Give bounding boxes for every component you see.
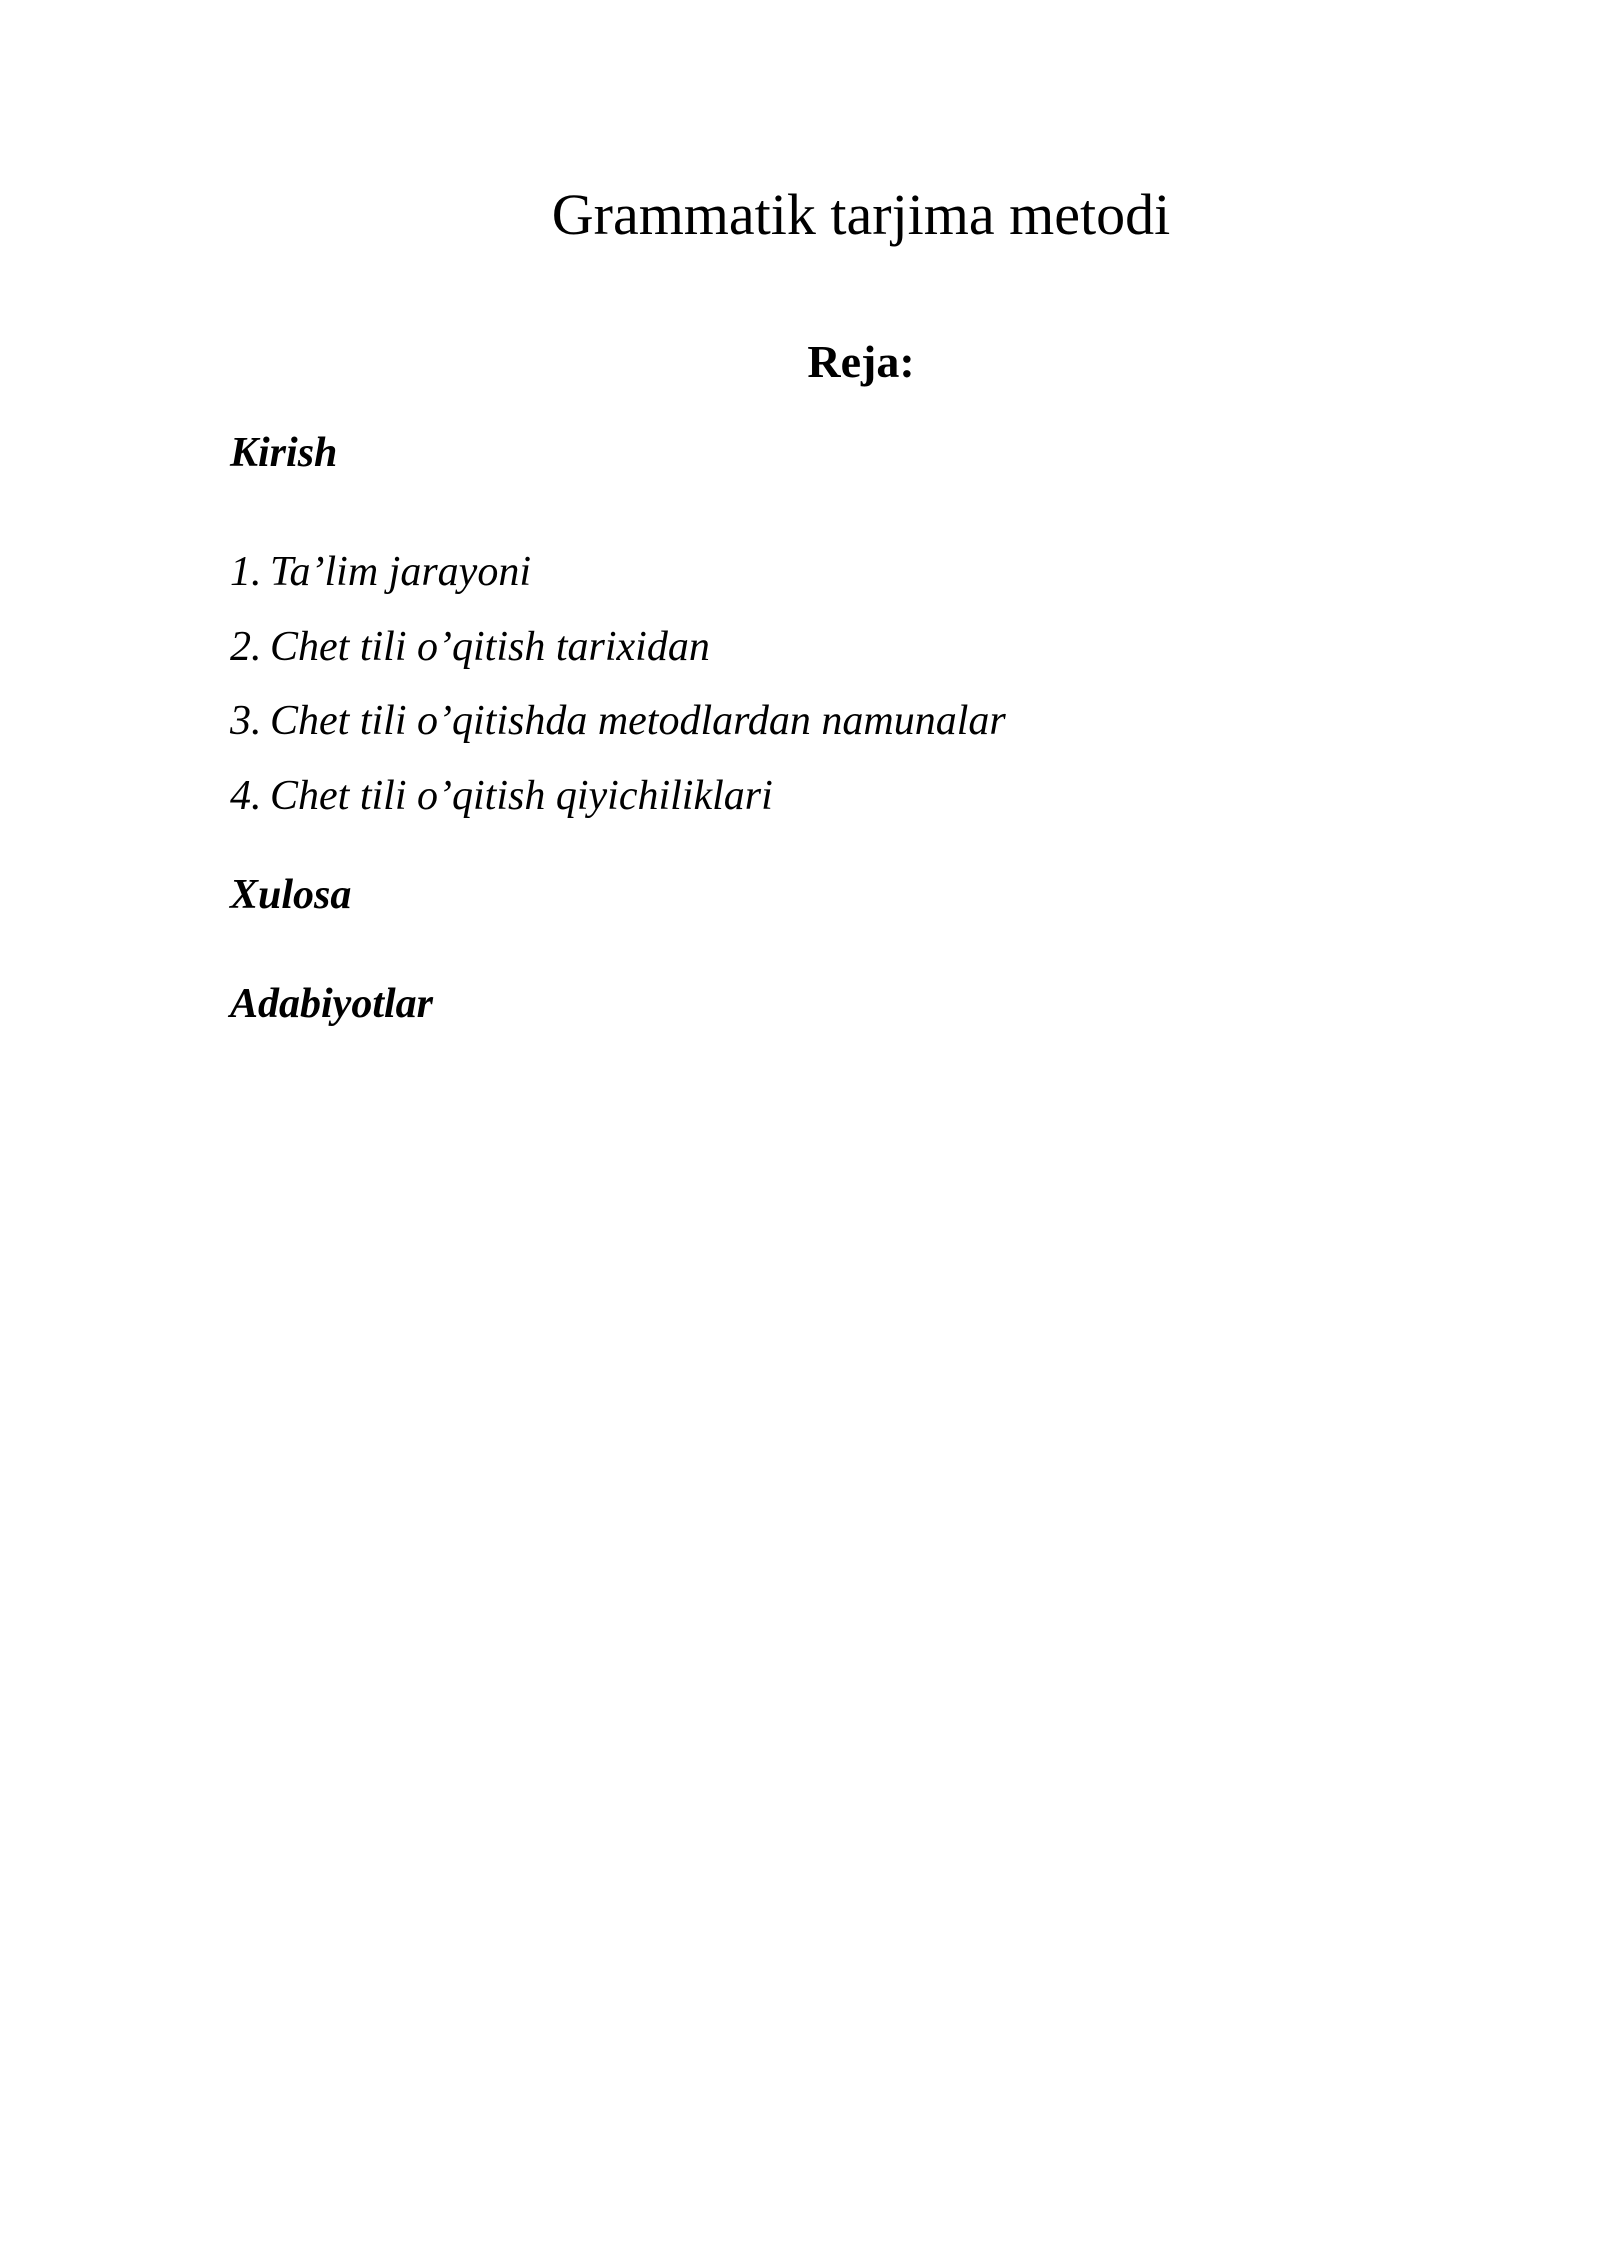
plan-item xyxy=(230,684,1006,759)
plan-item xyxy=(230,535,1006,610)
plan-item xyxy=(230,759,1006,834)
plan-item-number: 1. xyxy=(230,549,262,595)
plan-item xyxy=(230,610,1006,685)
section-references: Adabiyotlar xyxy=(230,981,434,1027)
document-title: Grammatik tarjima metodi xyxy=(551,182,1171,247)
plan-list xyxy=(230,535,1006,833)
plan-heading: Reja: xyxy=(807,336,915,387)
plan-item-text: Chet tili o’qitish qiyichiliklari xyxy=(270,772,773,819)
plan-item-text: Ta’lim jarayoni xyxy=(270,549,531,595)
plan-item-number: 4. xyxy=(230,772,262,819)
plan-item-number: 3. xyxy=(230,698,262,744)
plan-item-number: 2. xyxy=(230,623,262,670)
section-intro: Kirish xyxy=(230,430,338,476)
plan-item-text: Chet tili o’qitish tarixidan xyxy=(270,623,710,670)
plan-item-text: Chet tili o’qitishda metodlardan namunalar xyxy=(270,698,1006,744)
section-conclusion: Xulosa xyxy=(230,872,352,918)
